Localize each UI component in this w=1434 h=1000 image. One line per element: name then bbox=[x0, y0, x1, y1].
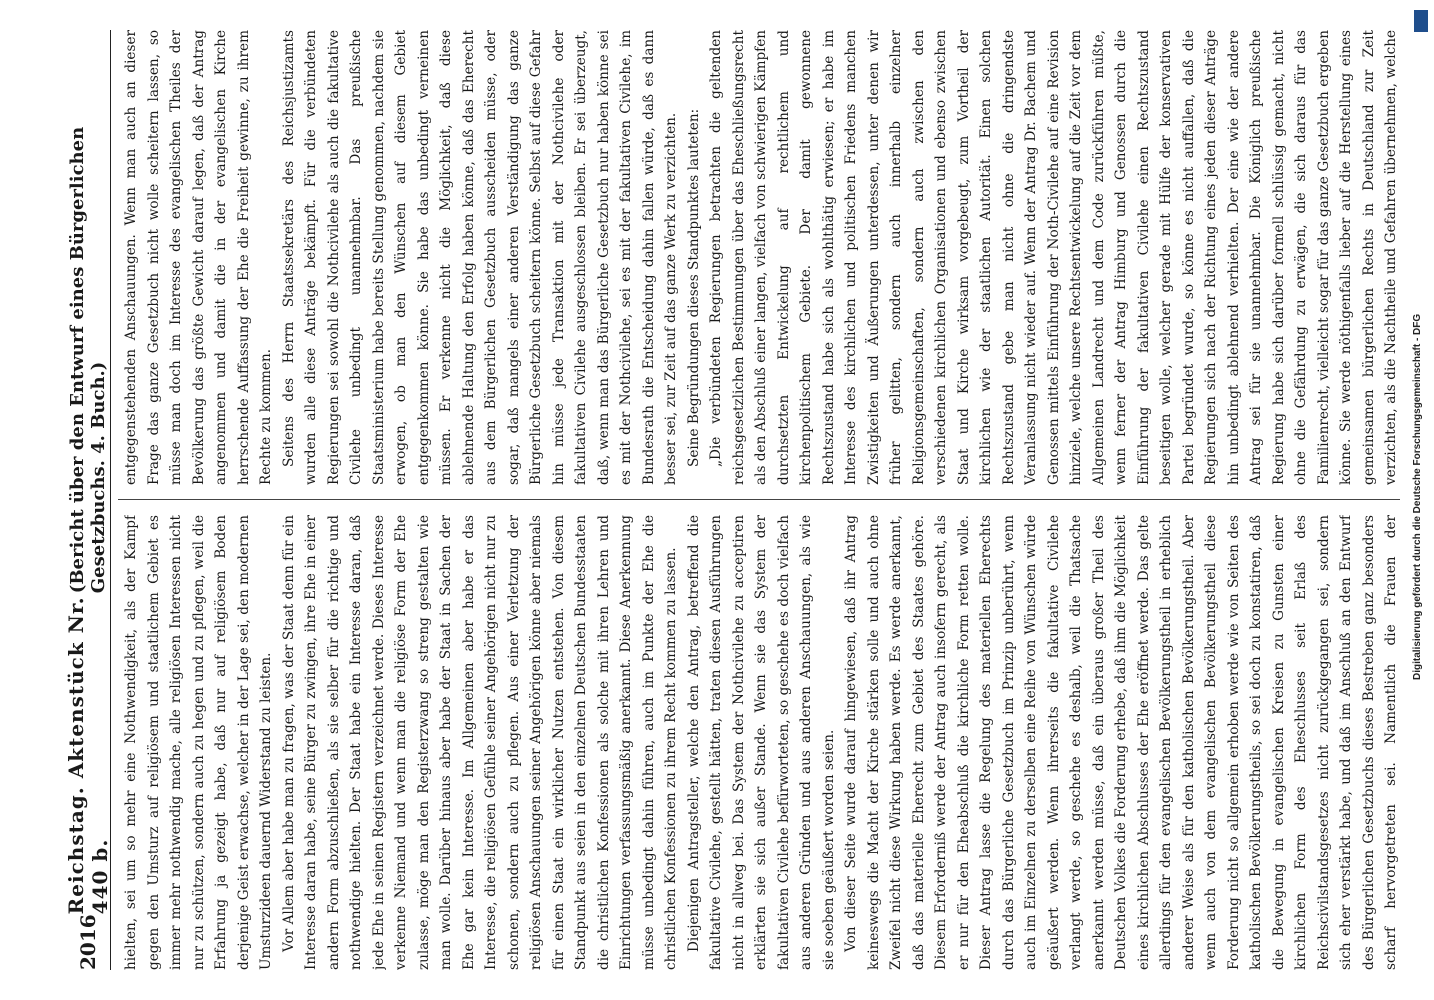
document-subtitle: (Bericht über den Entwurf eines Bürgerlichen Gesetzbuchs. 4. Buch.) bbox=[67, 126, 109, 594]
header-rule bbox=[110, 30, 111, 970]
paragraph: entgegenstehenden Anschauungen. Wenn man auch an dieser Frage das ganze Gesetzbuch nicht wolle scheitern lassen, so müsse man doch im Interesse des evangelischen Theiles der Bevölkerung das größte Gewicht darauf legen, daß der Antrag angenommen und damit die in der evangelischen Kirche herrschende Auffassung der Ehe die Freiheit gewinne, zu ihrem Rechte zu kommen. bbox=[123, 30, 274, 485]
paragraph: Diejenigen Antragsteller, welche den Antrag, betreffend die fakultative Civilehe, gestellt hätten, traten diesen Ausführungen nicht in allweg bei. Das System der Nothcivilehe zu acceptiren erklärten sie sich außer Stande. Wenn sie das System der fakultativen Civilehe befürworteten, so geschehe es doch vielfach aus anderen Gründen und aus anderen Anschauungen, als wie sie soeben geäußert worden seien. bbox=[685, 515, 837, 970]
digitization-credit bbox=[1406, 20, 1430, 1000]
right-column bbox=[120, 30, 1400, 485]
page-header bbox=[64, 30, 112, 970]
paragraph: „Die verbündeten Regierungen betrachten die geltenden reichsgesetzlichen Bestimmungen über das Eheschließungsrecht als den Abschluß einer langen, vielfach von schwierigen Kämpfen durchsetzten Entwickelung auf rechtlichem und kirchenpolitischem Gebiete. Der damit gewonnene Rechtszustand habe sich als wohlthätig erwiesen; er habe im Interesse des kirchlichen und politischen Friedens manchen Zwistigkeiten und Äußerungen unterdessen, unter denen wir früher gelitten, sondern auch innerhalb einzelner Religionsgemeinschaften, sondern auch zwischen den verschiedenen kirchlichen Organisationen und ebenso zwischen Staat und Kirche wirksam vorgebeugt, zum Vortheil der kirchlichen wie der staatlichen Autorität. Einen solchen Rechtszustand gebe man nicht ohne die dringendste Veranlassung nicht wieder auf. Wenn der Antrag Dr. Bachem und Genossen mittels Einführung der Noth-Civilehe auf eine Revision hinziele, welche unsere Rechtsentwickelung auf die Zeit vor dem Allgemeinen Landrecht und dem Code zurückführen müßte, wenn ferner der Antrag Himburg und Genossen durch die Einführung der fakultativen Civilehe einen Rechtszustand beseitigen wolle, welcher gerade mit Hülfe der konservativen Partei begründet wurde, so könne es nicht auffallen, daß die Regierungen sich nach der Richtung eines jeden dieser Anträge hin unbedingt ablehnend verhielten. Der eine wie der andere Antrag sei für sie unannehmbar. Die Königlich preußische Regierung habe sich darüber formell schlüssig gemacht, nicht ohne die Gefährdung zu erwägen, die sich daraus für das Familienrecht, vielleicht sogar für das ganze Gesetzbuch ergeben könne. Sie werde nöthigenfalls lieber auf die Herstellung eines gemeinsamen bürgerlichen Rechts in Deutschland zur Zeit verzichten, als die Nachtheile und Gefahren übernehmen, welche bbox=[708, 30, 1399, 485]
column-divider bbox=[118, 499, 1400, 500]
left-column bbox=[120, 515, 1400, 970]
document-title: Reichstag. Aktenstück Nr. 440 b. bbox=[64, 596, 112, 915]
credit-text: Digitalisierung gefördert durch die Deutsche Forschungsgemeinschaft - DFG bbox=[1412, 313, 1423, 680]
paragraph: Seine Begründungen dieses Standpunktes lauteten: bbox=[685, 108, 702, 467]
document-page bbox=[60, 0, 1420, 1000]
paragraph: Seitens des Herrn Staatssekretärs des Reichsjustizamts wurden alle diese Anträge bekämpft. Für die verbündeten Regierungen sei sowohl die Nothcivilehe als auch die fakultative Civilehe unbedingt unannehmbar. Das preußische Staatsministerium habe bereits Stellung genommen, nachdem sie erwogen, ob man den Wünschen auf diesem Gebiet entgegenkommen könne. Sie habe das unbedingt verneinen müssen. Er verkenne nicht die Möglichkeit, daß diese ablehnende Haltung den Erfolg haben könne, daß das Eherecht aus dem Bürgerlichen Gesetzbuch ausscheiden müsse, oder sogar, daß mangels einer anderen Verständigung das ganze Bürgerliche Gesetzbuch scheitern könne. Selbst auf diese Gefahr hin müsse jede Transaktion mit der Nothcivilehe oder fakultativen Civilehe ausgeschlossen bleiben. Er sei überzeugt, daß, wenn man das Bürgerliche Gesetzbuch nur haben könne sei es mit der Nothcivilehe, sei es mit der fakultativen Civilehe, im Bundesrath die Entscheidung dahin fallen würde, daß es dann besser sei, zur Zeit auf das ganze Werk zu verzichten. bbox=[280, 30, 679, 485]
page-number: 2016 bbox=[76, 914, 100, 970]
paragraph: Vor Allem aber habe man zu fragen, was der Staat denn für ein Interesse daran habe, seine Bürger zu zwingen, ihre Ehe in einer andern Form abzuschließen, als sie selber für die richtige und nothwendige hielten. Der Staat habe ein Interesse daran, daß jede Ehe in seinen Registern verzeichnet werde. Dieses Interesse verkenne Niemand und wenn man die religiöse Form der Ehe zulasse, möge man den Registerzwang so streng gestalten wie man wolle. Darüber hinaus aber habe der Staat in Sachen der Ehe gar kein Interesse. Im Allgemeinen aber habe er das Interesse, die religiösen Gefühle seiner Angehörigen nicht nur zu schonen, sondern auch zu pflegen. Aus einer Verletzung der religiösen Anschauungen seiner Angehörigen könne aber niemals für einen Staat ein wirklicher Nutzen entstehen. Von diesem Standpunkt aus seien in den einzelnen Deutschen Bundesstaaten die christlichen Konfessionen als solche mit ihren Lehren und Einrichtungen verfassungsmäßig anerkannt. Diese Anerkennung müsse unbedingt dahin führen, auch im Punkte der Ehe die christlichen Konfessionen zu ihrem Recht kommen zu lassen. bbox=[280, 515, 679, 970]
paragraph: Von dieser Seite wurde darauf hingewiesen, daß ihr Antrag keineswegs die Macht der Kirche stärken solle und auch ohne Zweifel nicht diese Wirkung haben werde. Es werde anerkannt, daß das materielle Eherecht zum Gebiet des Staates gehöre. Diesem Erforderniß werde der Antrag auch insofern gerecht, als er nur für den Eheabschluß die kirchliche Form retten wolle. Dieser Antrag lasse die Regelung des materiellen Eherechts durch das Bürgerliche Gesetzbuch im Prinzip unberührt, wenn auch im Einzelnen zu derselben eine Reihe von Wünschen würde geäußert werden. Wenn ihrerseits die fakultative Civilehe verlangt werde, so geschehe es deshalb, weil die Thatsache anerkannt werden müsse, daß ein überaus großer Theil des Deutschen Volkes die Forderung erhebe, daß ihm die Möglichkeit eines kirchlichen Abschlusses der Ehe eröffnet werde. Das gelte allerdings für den evangelischen Bevölkerungstheil in erheblich anderer Weise als für den katholischen Bevölkerungstheil. Aber wenn auch von dem evangelischen Bevölkerungstheil diese Forderung nicht so allgemein erhoben werde wie von Seiten des katholischen Bevölkerungstheils, so sei doch zu konstatiren, daß die Bewegung in evangelischen Kreisen zu Gunsten einer kirchlichen Form des Eheschlusses seit Erlaß des Reichscivilstandsgesetzes nicht zurückgegangen sei, sondern sich eher verstärkt habe, und daß im Anschluß an den Entwurf des Bürgerlichen Gesetzbuchs dieses Bestreben ganz besonders scharf hervorgetreten sei. Namentlich die Frauen der bbox=[843, 515, 1399, 970]
paragraph: hielten, sei um so mehr eine Nothwendigkeit, als der Kampf gegen den Umsturz auf religiösem und staatlichem Gebiet es immer mehr nothwendig mache, alle religiösen Interessen nicht nur zu schützen, sondern auch zu hegen und zu pflegen, weil die Erfahrung ja gezeigt habe, daß nur auf religiösem Boden derjenige Geist erwachse, welcher in der Lage sei, den modernen Umsturzideen dauernd Widerstand zu leisten. bbox=[123, 515, 274, 970]
